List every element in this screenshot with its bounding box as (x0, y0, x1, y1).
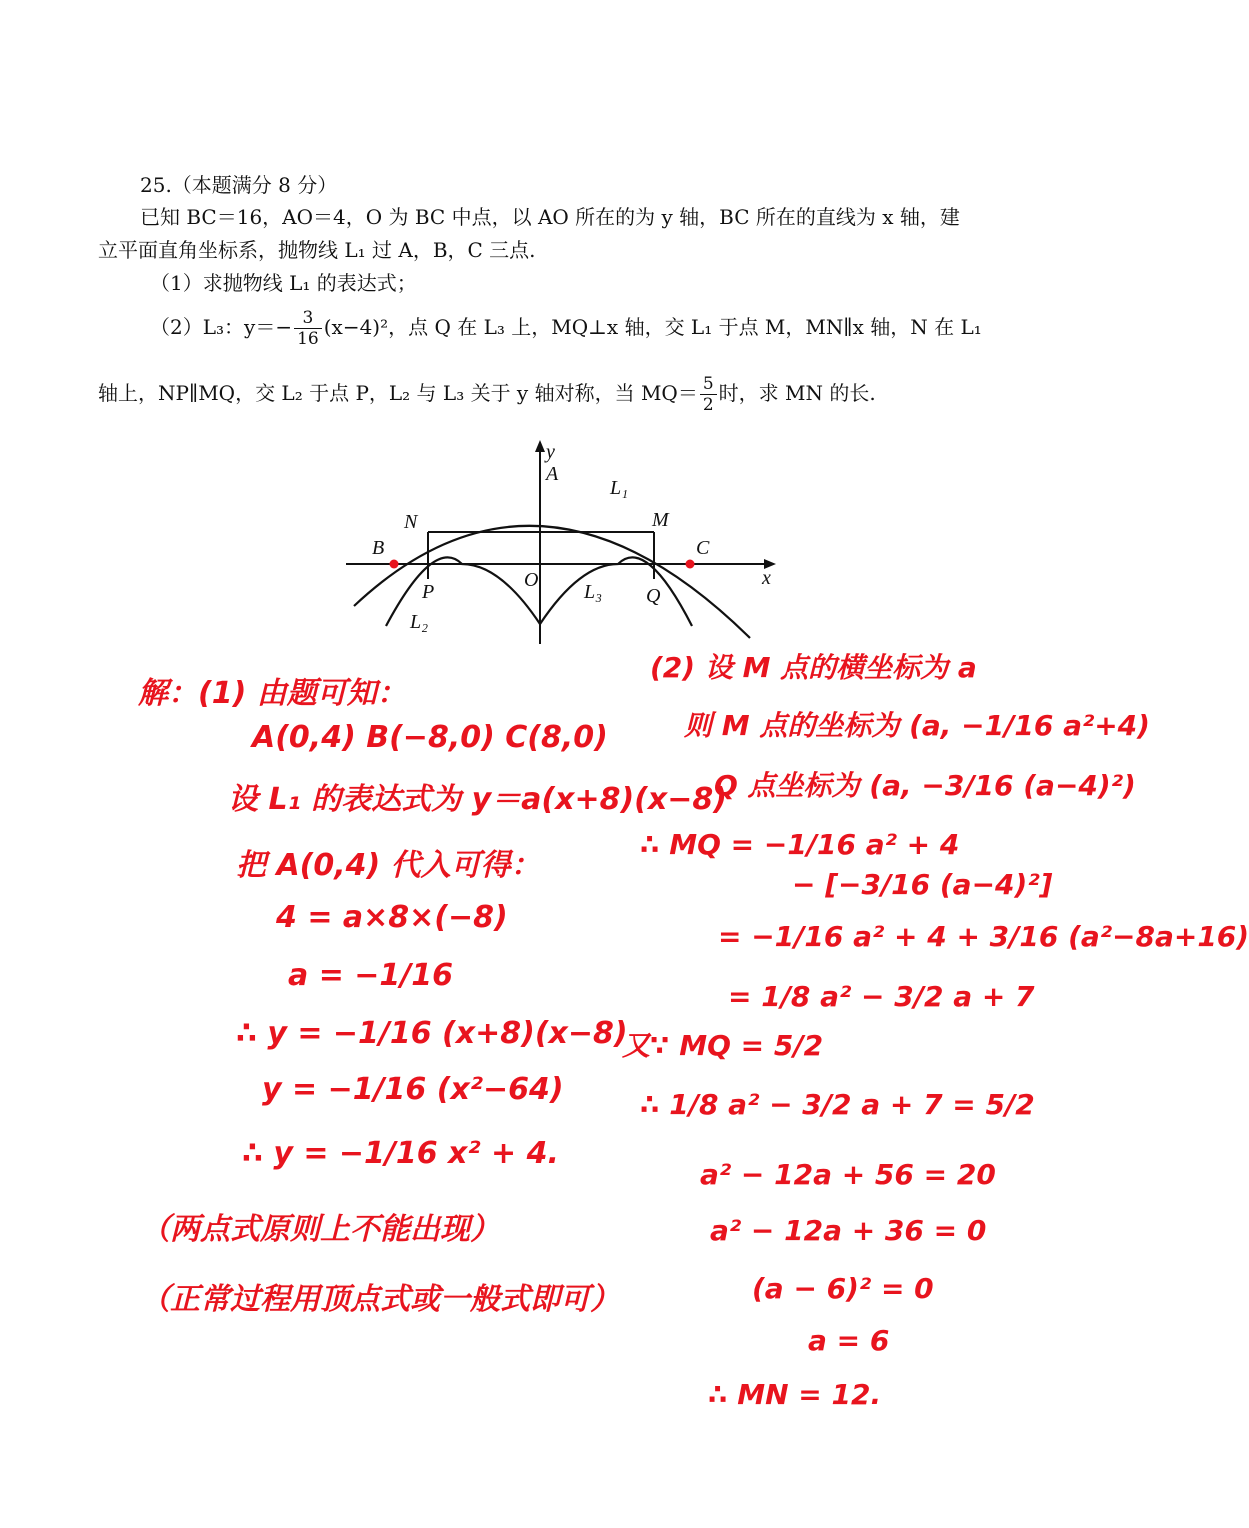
sol-right-line: a = 6 (808, 1324, 890, 1357)
problem-part2-line1 (150, 308, 982, 349)
sol-right-line: = −1/16 a² + 4 + 3/16 (a²−8a+16) (718, 920, 1249, 953)
label-A: A (546, 463, 559, 485)
sol-left-line: a = −1/16 (288, 958, 453, 993)
label-C: C (696, 537, 710, 559)
sol-left-note: （两点式原则上不能出现） (140, 1212, 500, 1247)
label-y: y (546, 441, 555, 463)
label-B: B (372, 537, 385, 559)
sol-right-line: − [−3/16 (a−4)²] (792, 868, 1053, 901)
point-C (686, 560, 695, 569)
label-x: x (762, 567, 771, 589)
problem-heading: 25.（本题满分 8 分） (140, 173, 338, 197)
problem-part1: （1）求抛物线 L₁ 的表达式； (150, 271, 417, 295)
problem-stem-line2: 立平面直角坐标系，抛物线 L₁ 过 A，B，C 三点. (98, 238, 536, 262)
label-L1: L₁ (610, 477, 629, 499)
sol-right-line: 则 M 点的坐标为 (a, −1/16 a²+4) (684, 709, 1150, 742)
problem-part2-line2 (98, 374, 876, 415)
sol-right-line: (a − 6)² = 0 (752, 1272, 934, 1305)
label-O: O (524, 569, 539, 591)
fraction-3-16 (294, 308, 322, 349)
label-M: M (652, 509, 669, 531)
part2-prefix: （2）L₃：y＝− (150, 315, 293, 339)
sol-right-line: ∴ 1/8 a² − 3/2 a + 7 = 5/2 (640, 1088, 1035, 1121)
sol-left-line: A(0,4) B(−8,0) C(8,0) (252, 720, 608, 755)
sol-left-line: 设 L₁ 的表达式为 y＝a(x+8)(x−8) (228, 782, 727, 817)
label-L2: L₂ (410, 611, 429, 633)
sol-left-line: ∴ y = −1/16 x² + 4. (242, 1136, 559, 1171)
sol-right-line: Q 点坐标为 (a, −3/16 (a−4)²) (714, 769, 1136, 802)
sol-right-line: = 1/8 a² − 3/2 a + 7 (728, 980, 1035, 1013)
sol-left-line: 4 = a×8×(−8) (276, 900, 508, 935)
sol-left-line: y = −1/16 (x²−64) (262, 1072, 564, 1107)
sol-right-line: ∴ MQ = −1/16 a² + 4 (640, 828, 960, 861)
label-P: P (422, 581, 435, 603)
part2-line2-prefix: 轴上，NP∥MQ，交 L₂ 于点 P，L₂ 与 L₃ 关于 y 轴对称，当 MQ＝ (98, 381, 698, 405)
sol-left-line: 把 A(0,4) 代入可得： (236, 848, 541, 883)
label-L3: L₃ (584, 581, 603, 603)
frac2-num: 5 (700, 374, 717, 395)
part2-line2-suffix: 时，求 MN 的长. (718, 381, 876, 405)
part2-suffix: (x−4)²，点 Q 在 L₃ 上，MQ⊥x 轴，交 L₁ 于点 M，MN∥x 轴，N 在 L₁ (323, 315, 982, 339)
fraction-5-2 (700, 374, 717, 415)
sol-left-line: ∴ y = −1/16 (x+8)(x−8) (236, 1016, 628, 1051)
label-N: N (404, 511, 418, 533)
frac2-den: 2 (702, 395, 714, 415)
frac-den: 16 (297, 329, 319, 349)
y-axis-arrow (535, 440, 545, 452)
sol-right-line: ∴ MN = 12. (708, 1378, 882, 1411)
label-Q: Q (646, 585, 661, 607)
sol-left-note: （正常过程用顶点式或一般式即可） (140, 1282, 620, 1317)
sol-left-line: 解：(1) 由题可知： (138, 676, 407, 711)
parabola-L3 (540, 557, 692, 626)
parabola-figure (330, 436, 790, 656)
sol-right-line: 又∵ MQ = 5/2 (622, 1029, 824, 1062)
sol-right-line: a² − 12a + 36 = 0 (710, 1214, 987, 1247)
point-B (390, 560, 399, 569)
sol-right-line: (2) 设 M 点的横坐标为 a (650, 651, 977, 684)
frac-num: 3 (294, 308, 322, 329)
sol-right-line: a² − 12a + 56 = 20 (700, 1158, 996, 1191)
problem-stem-line1: 已知 BC＝16，AO＝4，O 为 BC 中点，以 AO 所在的为 y 轴，BC 所在的直线为 x 轴，建 (140, 205, 960, 229)
